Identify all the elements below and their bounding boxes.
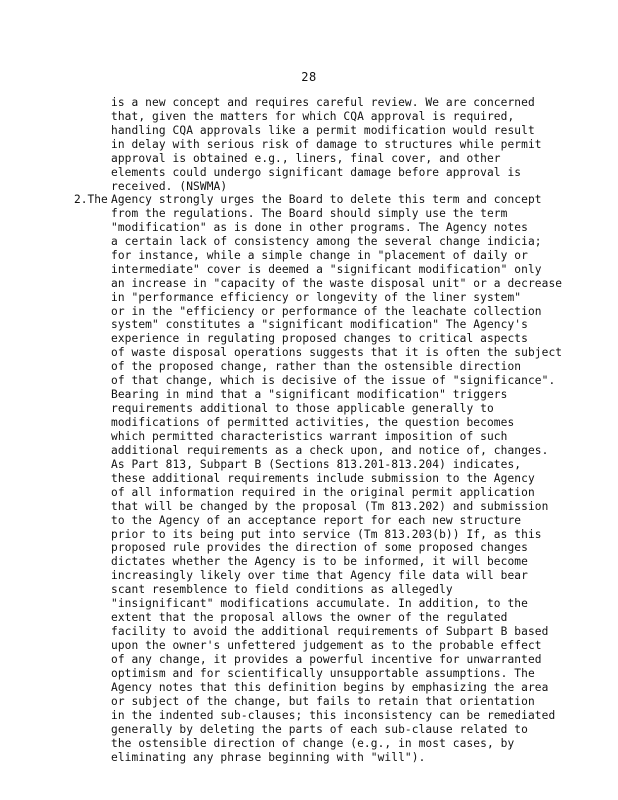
list-item-number: [74, 193, 108, 207]
text-line: of the proposed change, rather than the ostensible direction: [111, 360, 522, 374]
text-line: modifications of permitted activities, the question becomes: [111, 416, 515, 429]
text-line: or subject of the change, but fails to retain that orientation: [111, 694, 535, 708]
text-line: of all information required in the original permit application: [111, 485, 535, 499]
text-line: in delay with serious risk of damage to structures while permit: [111, 137, 542, 151]
page-number: 28: [301, 70, 317, 84]
text-line: facility to avoid the additional requirements of Subpart B based: [111, 625, 549, 639]
text-line: that, given the matters for which CQA approval is required,: [111, 109, 515, 123]
text-line: eliminating any phrase beginning with "will").: [111, 750, 426, 764]
text-line: these additional requirements include submission to the Agency: [111, 471, 535, 485]
text-line: or in the "efficiency or performance of the leachate collection: [111, 304, 542, 318]
text-line: an increase in "capacity of the waste disposal unit" or a decrease: [111, 276, 563, 290]
text-line: prior to its being put into service (Tm 813.203(b)) If, as this: [111, 527, 542, 541]
text-line: increasingly likely over time that Agency file data will bear: [111, 569, 528, 583]
text-line: of that change, which is decisive of the issue of "significance".: [111, 374, 556, 388]
text-line: to the Agency of an acceptance report for each new structure: [111, 513, 522, 527]
text-line: proposed rule provides the direction of some proposed changes: [111, 541, 528, 555]
text-line: is a new concept and requires careful review. We are concerned: [111, 96, 535, 109]
text-line: Bearing in mind that a "significant modification" triggers: [111, 388, 508, 402]
text-line: As Part 813, Subpart B (Sections 813.201-813.204) indicates,: [111, 457, 522, 471]
text-line: of any change, it provides a powerful incentive for unwarranted: [111, 652, 542, 666]
text-line: "modification" as is done in other programs. The Agency notes: [111, 220, 528, 234]
list-item-2-paragraph: [111, 193, 581, 764]
text-line: optimism and for scientifically unsupportable assumptions. The: [111, 666, 535, 680]
text-line: in "performance efficiency or longevity of the liner system": [111, 290, 522, 304]
item-number-label: 2.: [74, 193, 88, 206]
continuation-paragraph: [111, 96, 581, 194]
text-line: dictates whether the Agency is to be informed, it will become: [111, 555, 528, 569]
text-line: extent that the proposal allows the owner of the regulated: [111, 611, 508, 625]
text-line: that will be changed by the proposal (Tm 813.202) and submission: [111, 499, 549, 513]
text-line: of waste disposal operations suggests that it is often the subject: [111, 346, 563, 360]
text-line: in the indented sub-clauses; this inconsistency can be remediated: [111, 708, 556, 722]
text-line: which permitted characteristics warrant imposition of such: [111, 429, 508, 443]
text-line: Agency notes that this definition begins by emphasizing the area: [111, 680, 549, 694]
text-line: additional requirements as a check upon, and notice of, changes.: [111, 443, 549, 457]
text-line: experience in regulating proposed changes to critical aspects: [111, 332, 528, 346]
text-line: elements could undergo significant damage before approval is: [111, 165, 522, 179]
text-line: intermediate" cover is deemed a "significant modification" only: [111, 262, 542, 276]
text-line: system" constitutes a "significant modification" The Agency's: [111, 318, 528, 332]
text-line: received. (NSWMA): [111, 179, 228, 193]
text-line: requirements additional to those applicable generally to: [111, 402, 494, 416]
item-lead-word: The: [87, 193, 108, 206]
text-line: Agency strongly urges the Board to delete this term and concept: [111, 193, 542, 206]
text-line: a certain lack of consistency among the several change indicia;: [111, 234, 542, 248]
text-line: the ostensible direction of change (e.g., in most cases, by: [111, 736, 515, 750]
text-line: from the regulations. The Board should simply use the term: [111, 206, 508, 220]
text-line: for instance, while a simple change in "placement of daily or: [111, 248, 528, 262]
text-line: handling CQA approvals like a permit modification would result: [111, 123, 535, 137]
text-line: generally by deleting the parts of each sub-clause related to: [111, 722, 528, 736]
text-line: upon the owner's unfettered judgement as to the probable effect: [111, 639, 542, 652]
text-line: scant resemblence to field conditions as allegedly: [111, 583, 453, 597]
text-line: approval is obtained e.g., liners, final cover, and other: [111, 151, 501, 165]
text-line: "insignificant" modifications accumulate. In addition, to the: [111, 597, 528, 611]
